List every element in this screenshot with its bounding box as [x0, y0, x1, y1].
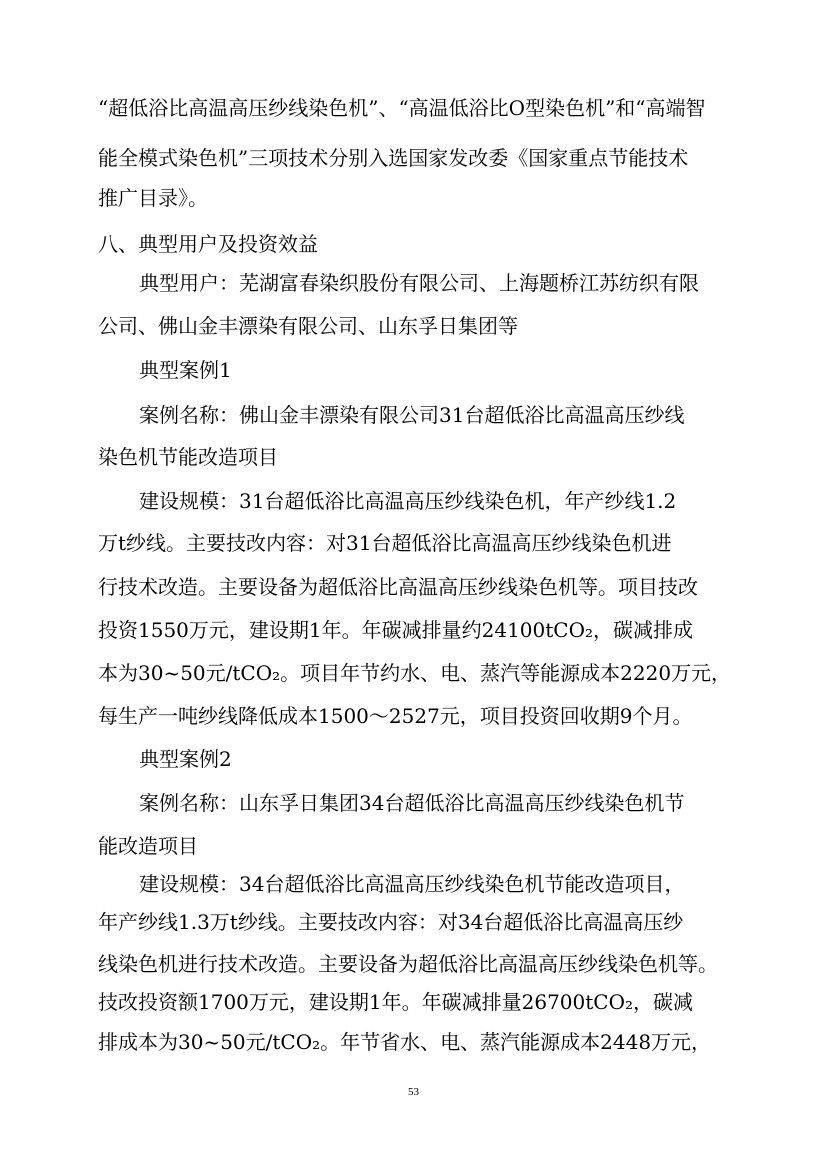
text-line: 每生产一吨纱线降低成本1500～2527元，项目投资回收期9个月。 — [98, 704, 693, 728]
text-line: 行技术改造。主要设备为超低浴比高温高压纱线染色机等。项目技改 — [98, 575, 698, 599]
text-line: 案例名称：山东孚日集团34台超低浴比高温高压纱线染色机节 — [139, 791, 685, 815]
text-line: 年产纱线1.3万t纱线。主要技改内容：对34台超低浴比高温高压纱 — [98, 910, 684, 934]
text-line: 典型用户：芜湖富春染织股份有限公司、上海题桥江苏纺织有限 — [139, 271, 699, 295]
text-line: 公司、佛山金丰漂染有限公司、山东孚日集团等 — [98, 314, 518, 338]
text-line: 案例名称：佛山金丰漂染有限公司31台超低浴比高温高压纱线 — [139, 403, 685, 427]
text-line: 投资1550万元，建设期1年。年碳减排量约24100tCO₂，碳减排成 — [98, 618, 693, 642]
text-line: 典型案例1 — [139, 358, 232, 382]
text-line: 推广目录》。 — [98, 186, 208, 210]
text-line: 建设规模：34台超低浴比高温高压纱线染色机节能改造项目， — [139, 872, 685, 896]
text-line: 八、典型用户及投资效益 — [98, 232, 318, 256]
text-line: 本为30~50元/tCO₂。项目年节约水、电、蒸汽等能源成本2220万元， — [98, 661, 732, 685]
text-line: 万t纱线。主要技改内容：对31台超低浴比高温高压纱线染色机进 — [98, 531, 672, 555]
text-line: 能全模式染色机”三项技术分别入选国家发改委《国家重点节能技术 — [98, 146, 689, 170]
page-number: 53 — [408, 1086, 419, 1098]
text-line: “超低浴比高温高压纱线染色机”、“高温低浴比O型染色机”和“高端智 — [98, 96, 706, 120]
text-line: 典型案例2 — [139, 747, 232, 771]
text-line: 染色机节能改造项目 — [98, 445, 278, 469]
text-line: 排成本为30~50元/tCO₂。年节省水、电、蒸汽能源成本2448万元， — [98, 1030, 712, 1054]
text-line: 能改造项目 — [98, 834, 198, 858]
text-line: 线染色机进行技术改造。主要设备为超低浴比高温高压纱线染色机等。 — [98, 952, 718, 976]
text-line: 技改投资额1700万元，建设期1年。年碳减排量26700tCO₂，碳减 — [98, 990, 693, 1014]
text-line: 建设规模：31台超低浴比高温高压纱线染色机，年产纱线1.2 — [139, 489, 677, 513]
